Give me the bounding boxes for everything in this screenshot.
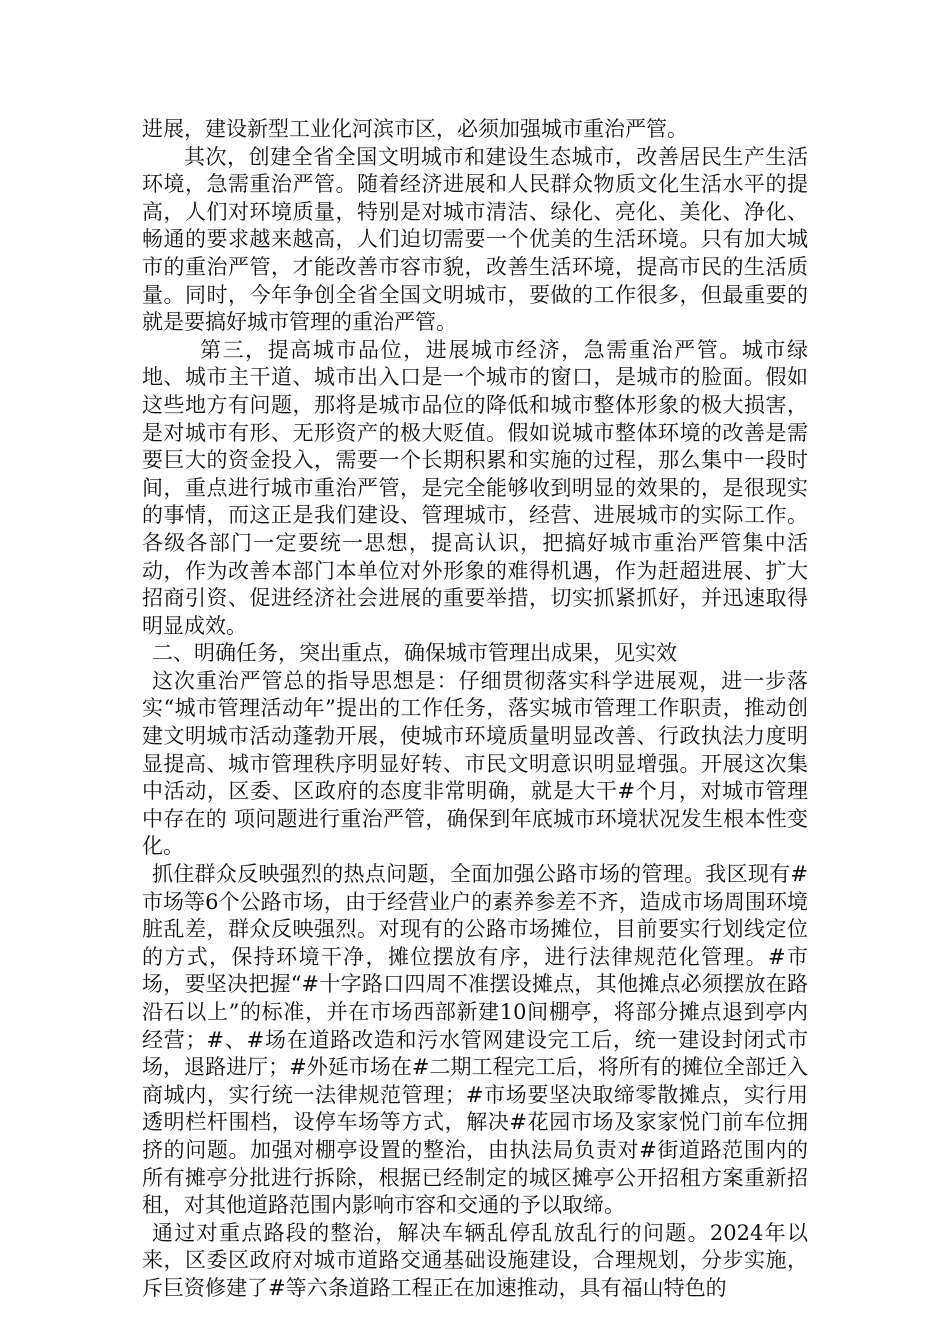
- paragraph-guiding-thought: 这次重治严管总的指导思想是：仔细贯彻落实科学进展观，进一步落实“城市管理活动年”提出的工作任务，落实城市管理工作职责，推动创建文明城市活动蓬勃开展，使城市环境质量明显改善、行政执法力度明显提高、城市管理秩序明显好转、市民文明意识明显增强。开展这次集中活动，区委、区政府的态度非常明确，就是大干#个月，对城市管理中存在的 项问题进行重治严管，确保到年底城市环境状况发生根本性变化。: [142, 668, 808, 859]
- paragraph-continuation: 进展，建设新型工业化河滨市区，必须加强城市重治严管。: [142, 117, 688, 141]
- paragraph-second-reason: 其次，创建全省全国文明城市和建设生态城市，改善居民生产生活环境，急需重治严管。随着经济进展和人民群众物质文化生活水平的提高，人们对环境质量，特别是对城市清洁、绿化、亮化、美化、净化、畅通的要求越来越高，人们迫切需要一个优美的生活环境。只有加大城市的重治严管，才能改善市容市貌，改善生活环境，提高市民的生活质量。同时，今年争创全省全国文明城市，要做的工作很多，但最重要的就是要搞好城市管理的重治严管。: [142, 144, 808, 335]
- paragraph-market-management: 抓住群众反映强烈的热点问题，全面加强公路市场的管理。我区现有#市场等6个公路市场，由于经营业户的素养参差不齐，造成市场周围环境脏乱差，群众反映强烈。对现有的公路市场摊位，目前要实行划线定位的方式，保持环境干净，摊位摆放有序，进行法律规范化管理。#市场，要坚决把握“#十字路口四周不准摆设摊点，其他摊点必须摆放在路沿石以上”的标准，并在市场西部新建10间棚亭，将部分摊点退到亭内经营；#、#场在道路改造和污水管网建设完工后，统一建设封闭式市场，退路进厅；#外延市场在#二期工程完工后，将所有的摊位全部迁入商城内，实行统一法律规范管理；#市场要坚决取缔零散摊点，实行用透明栏杆围档，设停车场等方式，解决#花园市场及家家悦门前车位拥挤的问题。加强对棚亭设置的整治，由执法局负责对#街道路范围内的所有摊亭分批进行拆除，根据已经制定的城区摊亭公开招租方案重新招租，对其他道路范围内影响市容和交通的予以取缔。: [142, 862, 808, 1218]
- section-heading-2: 二、明确任务，突出重点，确保城市管理出成果，见实效: [152, 641, 677, 666]
- paragraph-third-reason: 第三，提高城市品位，进展城市经济，急需重治严管。城市绿地、城市主干道、城市出入口是一个城市的窗口，是城市的脸面。假如这些地方有问题，那将是城市品位的降低和城市整体形象的极大损害，是对城市有形、无形资产的极大贬值。假如说城市整体环境的改善是需要巨大的资金投入，需要一个长期积累和实施的过程，那么集中一段时间，重点进行城市重治严管，是完全能够收到明显的效果的，是很现实的事情，而这正是我们建设、管理城市，经营、进展城市的实际工作。各级各部门一定要统一思想，提高认识，把搞好城市重治严管集中活动，作为改善本部门本单位对外形象的难得机遇，作为赶超进展、扩大招商引资、促进经济社会进展的重要举措，切实抓紧抓好，并迅速取得明显成效。: [142, 337, 808, 638]
- paragraph-road-rectification: 通过对重点路段的整治，解决车辆乱停乱放乱行的问题。2024年以来，区委区政府对城市道路交通基础设施建设，合理规划，分步实施，斥巨资修建了#等六条道路工程正在加速推动，具有福山特色的: [142, 1220, 808, 1300]
- document-page: [142, 116, 808, 1303]
